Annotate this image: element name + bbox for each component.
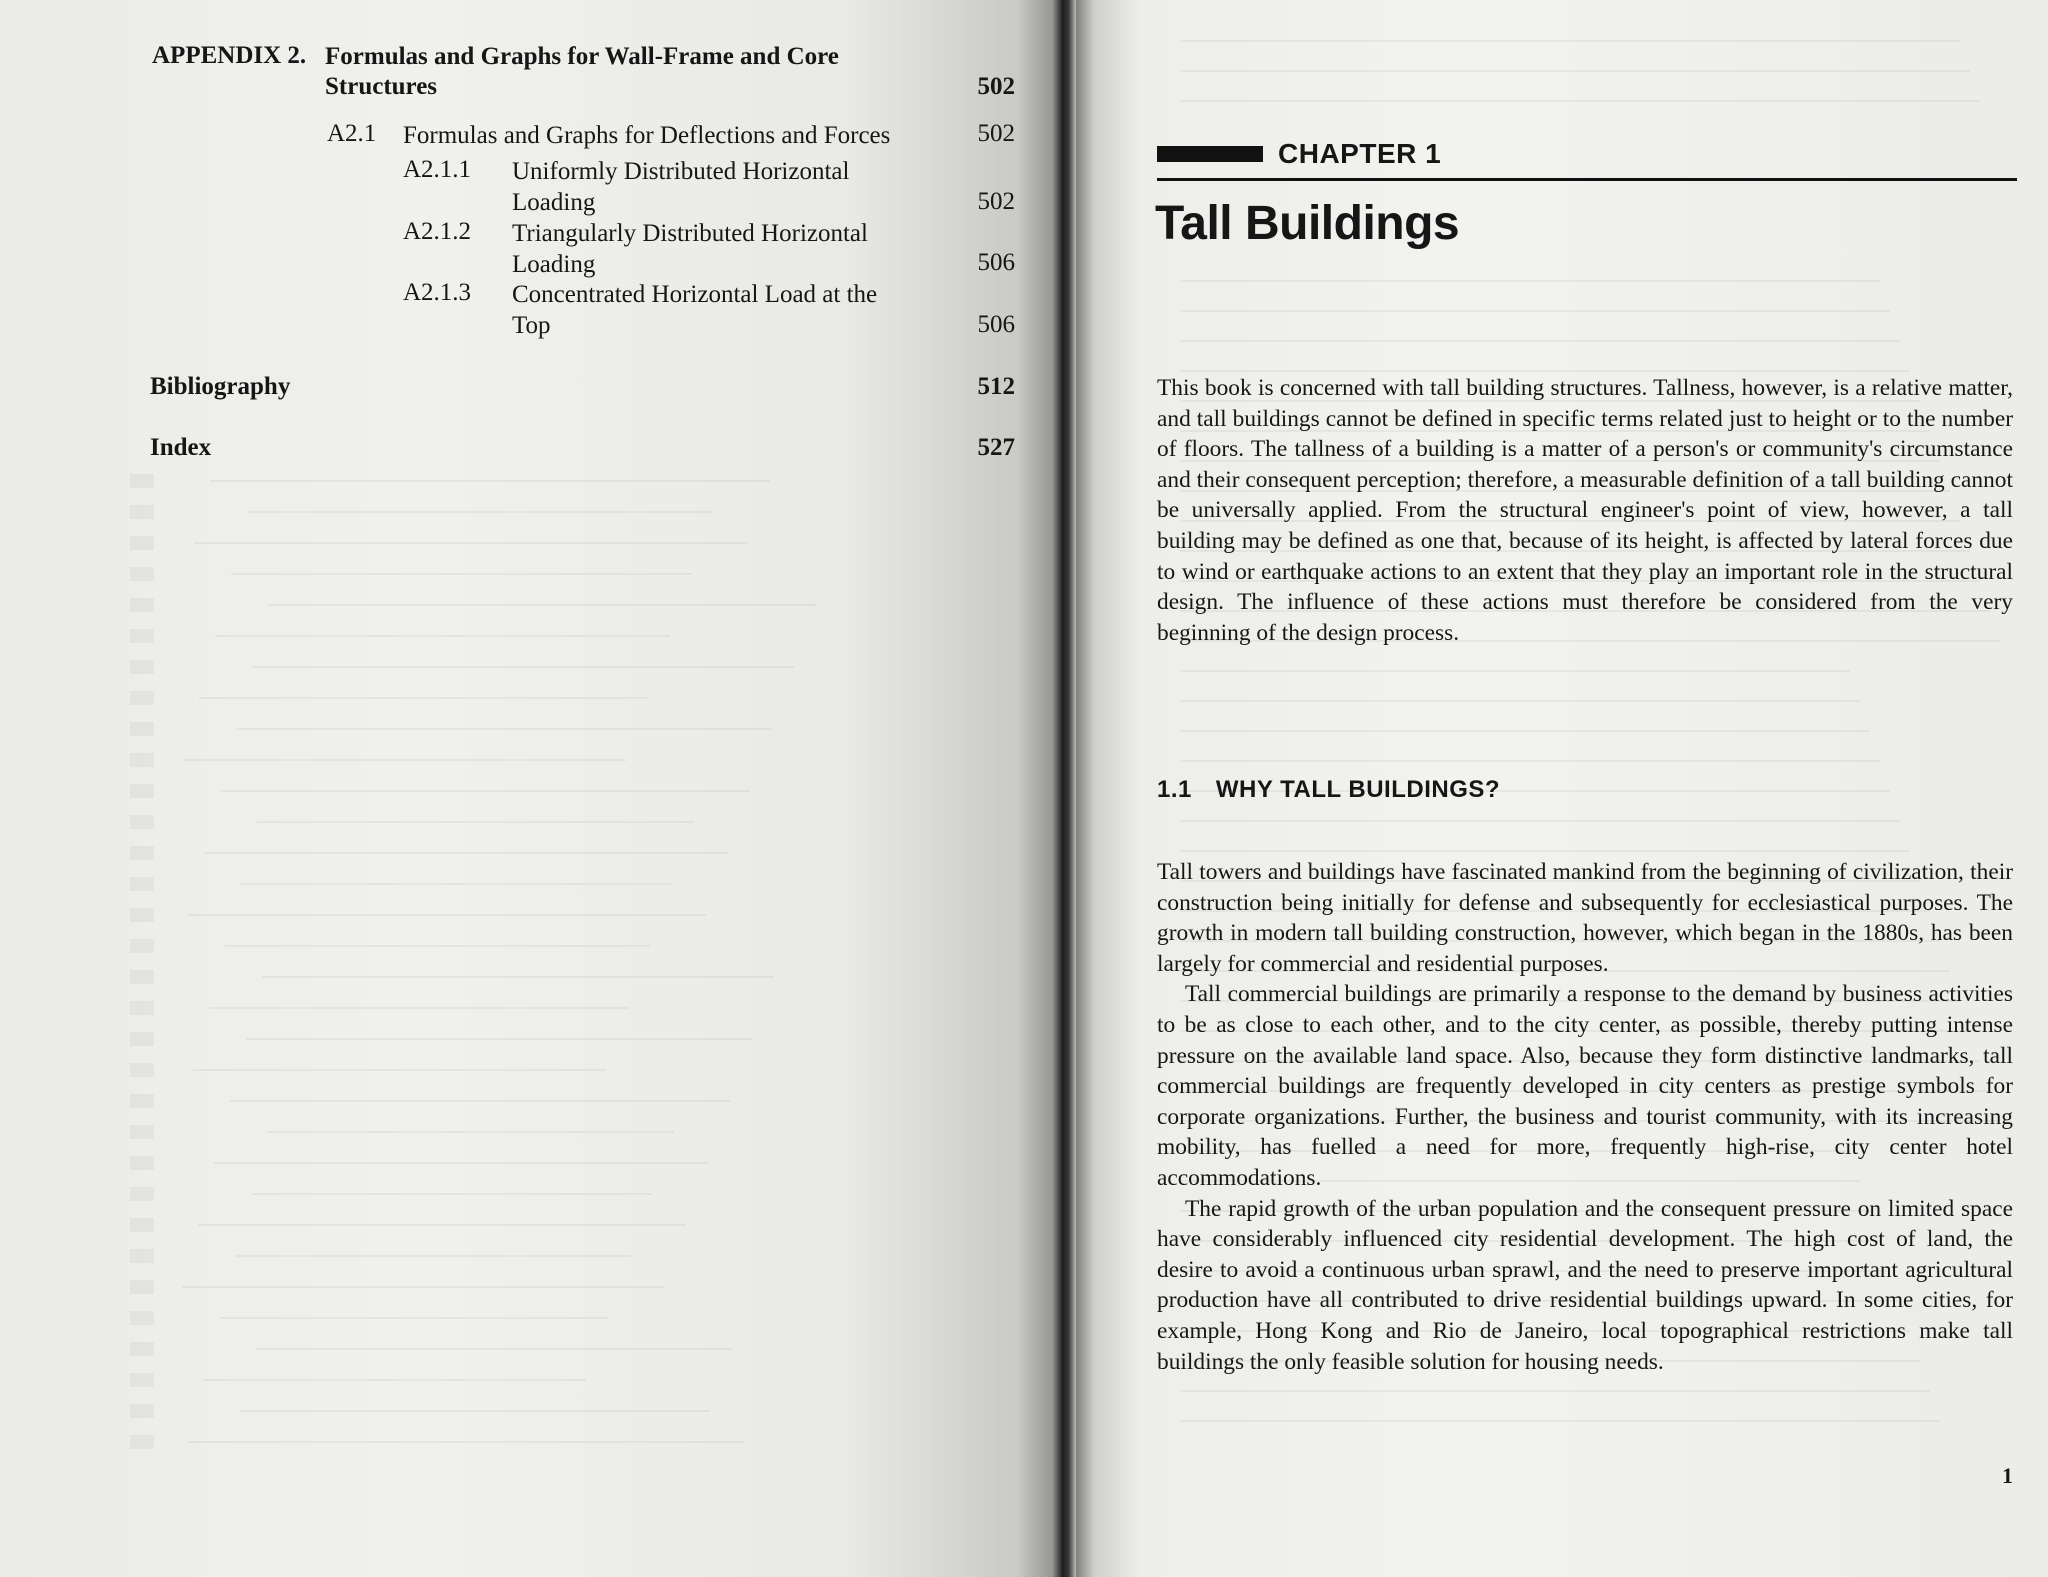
show-through-line	[1180, 820, 1900, 822]
show-through-number	[130, 567, 154, 581]
show-through-line	[1180, 730, 1870, 732]
show-through-line	[256, 1348, 732, 1350]
subsection-page: 502	[977, 188, 1015, 215]
show-through-line	[203, 1379, 586, 1381]
show-through-number	[130, 1094, 154, 1108]
bibliography-entry: Bibliography	[150, 373, 291, 400]
show-through-number	[130, 1187, 154, 1201]
show-through-number	[130, 1373, 154, 1387]
show-through-number	[130, 505, 154, 519]
show-through-number	[130, 846, 154, 860]
index-entry: Index	[150, 434, 212, 461]
subsection-title: Concentrated Horizontal Load at the Top	[512, 281, 878, 339]
show-through-number	[130, 660, 154, 674]
appendix-page: 502	[977, 73, 1015, 100]
show-through-line	[1180, 310, 1890, 312]
show-through-line	[246, 1038, 752, 1040]
show-through-number	[130, 598, 154, 612]
show-through-line	[214, 1162, 708, 1164]
subsection-title: Uniformly Distributed Horizontal Loading	[512, 158, 850, 216]
show-through-number	[130, 753, 154, 767]
show-through-line	[267, 1131, 674, 1133]
show-through-line	[194, 542, 748, 544]
show-through-line	[1180, 700, 1860, 702]
show-through-line	[230, 1100, 730, 1102]
show-through-line	[241, 883, 672, 885]
show-through-line	[1180, 760, 1880, 762]
book-gutter	[1052, 0, 1076, 1577]
appendix-title: Formulas and Graphs for Wall-Frame and Core Structures	[325, 43, 839, 100]
show-through-line	[1180, 670, 1850, 672]
show-through-line	[183, 759, 626, 761]
show-through-number	[130, 1404, 154, 1418]
chapter-title: Tall Buildings	[1155, 197, 1460, 250]
show-through-line	[247, 511, 714, 513]
section-page: 502	[977, 120, 1015, 147]
show-through-line	[204, 852, 728, 854]
section-title: Formulas and Graphs for Deflections and Forces	[403, 122, 891, 149]
show-through-line	[252, 666, 794, 668]
show-through-line	[210, 480, 770, 482]
show-through-line	[1180, 100, 1980, 102]
show-through-number	[130, 784, 154, 798]
show-through-number	[130, 1001, 154, 1015]
show-through-line	[215, 635, 670, 637]
show-through-line	[1180, 1390, 1930, 1392]
show-through-line	[182, 1286, 664, 1288]
show-through-number	[130, 629, 154, 643]
show-through-line	[220, 790, 750, 792]
show-through-line	[1180, 850, 1910, 852]
show-through-line	[1180, 40, 1960, 42]
index-page: 527	[977, 434, 1015, 461]
show-through-number	[130, 722, 154, 736]
subsection-title: Triangularly Distributed Horizontal Loading	[512, 220, 868, 278]
show-through-line	[257, 821, 694, 823]
show-through-number	[130, 1156, 154, 1170]
show-through-number	[130, 1218, 154, 1232]
show-through-number	[130, 474, 154, 488]
show-through-number	[130, 691, 154, 705]
paragraph: Tall commercial buildings are primarily a response to the demand by business activities to be as close to each other, and to the city center, as possible, thereby putting intense pressure on the available land space. Also, because they form distinctive landmarks, tall commercial buildings are frequently developed in city centers as prestige symbols for corporate organizations. Further, the business and tourist community, with its increasing mobility, has fuelled a need for more, frequently high-rise, city center hotel accommodations.	[1157, 981, 2013, 1191]
show-through-line	[1180, 340, 1900, 342]
show-through-line	[209, 1007, 628, 1009]
show-through-line	[219, 1317, 608, 1319]
show-through-line	[262, 976, 774, 978]
subsection-number: A2.1.1	[403, 156, 472, 183]
section-body	[1157, 857, 2013, 1377]
chapter-bar	[1157, 146, 1263, 162]
show-through-line	[187, 1441, 744, 1443]
show-through-number	[130, 815, 154, 829]
bibliography-page: 512	[977, 373, 1015, 400]
show-through-number	[130, 970, 154, 984]
subsection-number: A2.1.2	[403, 218, 472, 245]
show-through-number	[130, 536, 154, 550]
show-through-line	[1180, 280, 1880, 282]
show-through-line	[268, 604, 816, 606]
intro-paragraph: This book is concerned with tall building structures. Tallness, however, is a relative matter, and tall buildings cannot be defined in specific terms related just to height or to the number of floors. The tallness of a building is a matter of a person's or community's circumstance and their consequent perception; therefore, a measurable definition of a tall building cannot be universally applied. From the structural engineer's point of view, however, a tall building may be defined as one that, because of its height, is affected by lateral forces due to wind or earthquake actions to an extent that they play an important role in the structural design. The influence of these actions must therefore be considered from the very beginning of the design process.	[1157, 375, 2013, 646]
show-through-number	[130, 1280, 154, 1294]
show-through-number	[130, 1032, 154, 1046]
show-through-line	[1180, 70, 1970, 72]
section-number: A2.1	[327, 120, 377, 147]
subsection-page: 506	[977, 311, 1015, 338]
show-through-line	[198, 1224, 686, 1226]
paragraph: The rapid growth of the urban population and the consequent pressure on limited space have considerably influenced city residential development. The high cost of land, the desire to avoid a continuous urban sprawl, and the need to preserve important agricultural production have all contributed to drive residential buildings upward. In some cities, for example, Hong Kong and Rio de Janeiro, local topographical restrictions make tall buildings the only feasible solution for housing needs.	[1157, 1195, 2013, 1375]
show-through-number	[130, 1342, 154, 1356]
show-through-line	[240, 1410, 710, 1412]
show-through-line	[1180, 370, 1910, 372]
show-through-number	[130, 1435, 154, 1449]
show-through-line	[188, 914, 706, 916]
show-through-number	[130, 939, 154, 953]
show-through-number	[130, 877, 154, 891]
show-through-line	[236, 728, 772, 730]
show-through-number	[130, 908, 154, 922]
show-through-number	[130, 1125, 154, 1139]
chapter-label: CHAPTER 1	[1278, 138, 1442, 169]
show-through-line	[251, 1193, 652, 1195]
show-through-number	[130, 1311, 154, 1325]
page-number: 1	[2002, 1463, 2013, 1488]
show-through-line	[235, 1255, 630, 1257]
section-heading	[1157, 776, 1500, 804]
appendix-label: APPENDIX 2.	[152, 42, 307, 69]
show-through-number	[130, 1249, 154, 1263]
section-title: WHY TALL BUILDINGS?	[1215, 776, 1501, 803]
show-through-line	[193, 1069, 606, 1071]
show-through-number	[130, 1063, 154, 1077]
subsection-number: A2.1.3	[403, 279, 472, 306]
section-number: 1.1	[1157, 776, 1192, 803]
show-through-line	[1180, 1420, 1940, 1422]
paragraph: Tall towers and buildings have fascinated mankind from the beginning of civilization, their construction being initially for defense and subsequently for ecclesiastical purposes. The growth in modern tall building construction, however, which began in the 1880s, has been largely for commercial and residential purposes.	[1157, 859, 2013, 977]
chapter-rule	[1157, 178, 2017, 181]
show-through-line	[231, 573, 692, 575]
show-through-line	[199, 697, 648, 699]
show-through-line	[225, 945, 650, 947]
subsection-page: 506	[977, 249, 1015, 276]
